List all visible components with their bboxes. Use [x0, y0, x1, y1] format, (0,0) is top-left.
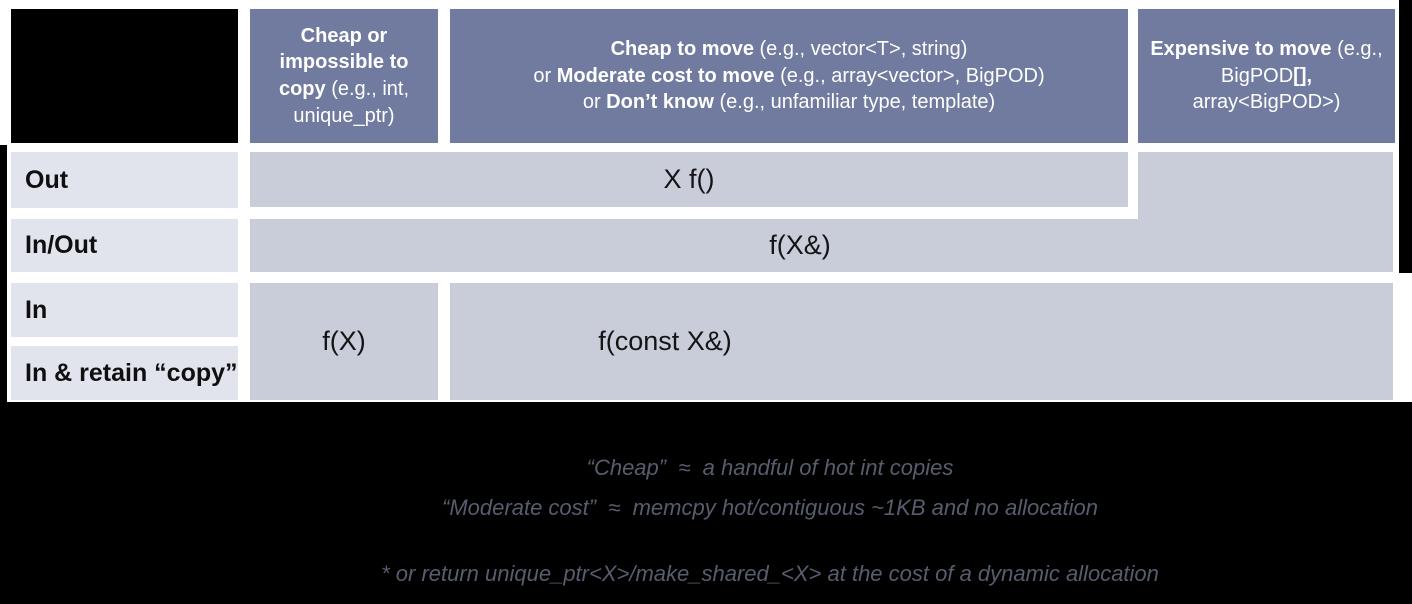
header-bold-text: [],: [1293, 64, 1313, 87]
header-rest-text: (e.g., array<vector>, BigPOD): [774, 64, 1045, 87]
cell-in-const-ref: [450, 283, 1393, 400]
row-header-out: [11, 152, 238, 208]
footer-notes: [0, 402, 1412, 604]
header-rest-text: (e.g., unfamiliar type, template): [713, 91, 996, 114]
column-header-cheap-copy: [250, 9, 438, 143]
header-pre-text: or: [582, 91, 607, 114]
row-header-in-out: [11, 219, 238, 272]
row-header-label: In & retain “copy”: [25, 358, 238, 387]
footer-note-cheap: “Cheap” ≈ a handful of hot int copies: [586, 455, 954, 480]
header-bold-text: Moderate cost to move: [556, 64, 775, 87]
column-header-cheap-copy-text: [258, 23, 430, 129]
column-header-moveable: [450, 9, 1128, 143]
row-header-in-retain-copy: [11, 346, 238, 400]
header-rest-text: array<BigPOD>): [1192, 91, 1341, 114]
cell-out-expensive-extension: [1138, 152, 1393, 220]
column-header-moveable-text: [533, 36, 1044, 116]
header-rest-text: (e.g., int, unique_ptr): [293, 78, 410, 127]
corner-cell: [11, 9, 238, 143]
footer-note-moderate: “Moderate cost” ≈ memcpy hot/contiguous ~1KB and no allocation: [442, 495, 1098, 520]
header-pre-text: or: [533, 64, 557, 87]
cell-inout-text: f(X&): [769, 230, 831, 260]
header-rest-text: (e.g., vector<T>, string): [753, 38, 968, 61]
cell-in-by-value-text: f(X): [322, 326, 366, 356]
cell-out-return-value: [250, 152, 1128, 207]
footer-spacer: [128, 528, 1412, 554]
left-edge-black-strip: [0, 145, 7, 403]
row-header-label: In/Out: [25, 231, 98, 259]
header-bold-text: Cheap or impossible to copy: [278, 24, 409, 100]
header-line-3: [533, 89, 1044, 116]
header-rest-text: (e.g., BigPOD: [1220, 38, 1383, 87]
cell-inout-text-box: [250, 219, 1350, 272]
header-bold-text: Expensive to move: [1150, 38, 1332, 61]
header-line-1: [533, 36, 1044, 63]
header-bold-text: Cheap to move: [610, 38, 754, 61]
row-header-in: [11, 283, 238, 337]
right-edge-black-strip: [1399, 0, 1412, 273]
row-header-label: Out: [25, 165, 69, 194]
row-header-label: In: [25, 295, 48, 324]
footer-note-unique-ptr: * or return unique_ptr<X>/make_shared_<X> at the cost of a dynamic allocation: [381, 561, 1159, 586]
column-header-expensive-move: [1138, 9, 1395, 143]
cell-in-const-ref-text: f(const X&): [598, 326, 732, 356]
cell-in-const-ref-text-box: [450, 283, 880, 400]
column-header-expensive-move-text: [1146, 36, 1387, 116]
cell-in-by-value: [250, 283, 438, 400]
cell-out-text: X f(): [663, 164, 715, 194]
cell-inout-reference: [250, 219, 1393, 272]
header-bold-text: Don’t know: [606, 91, 714, 114]
header-line-2: [533, 63, 1044, 90]
